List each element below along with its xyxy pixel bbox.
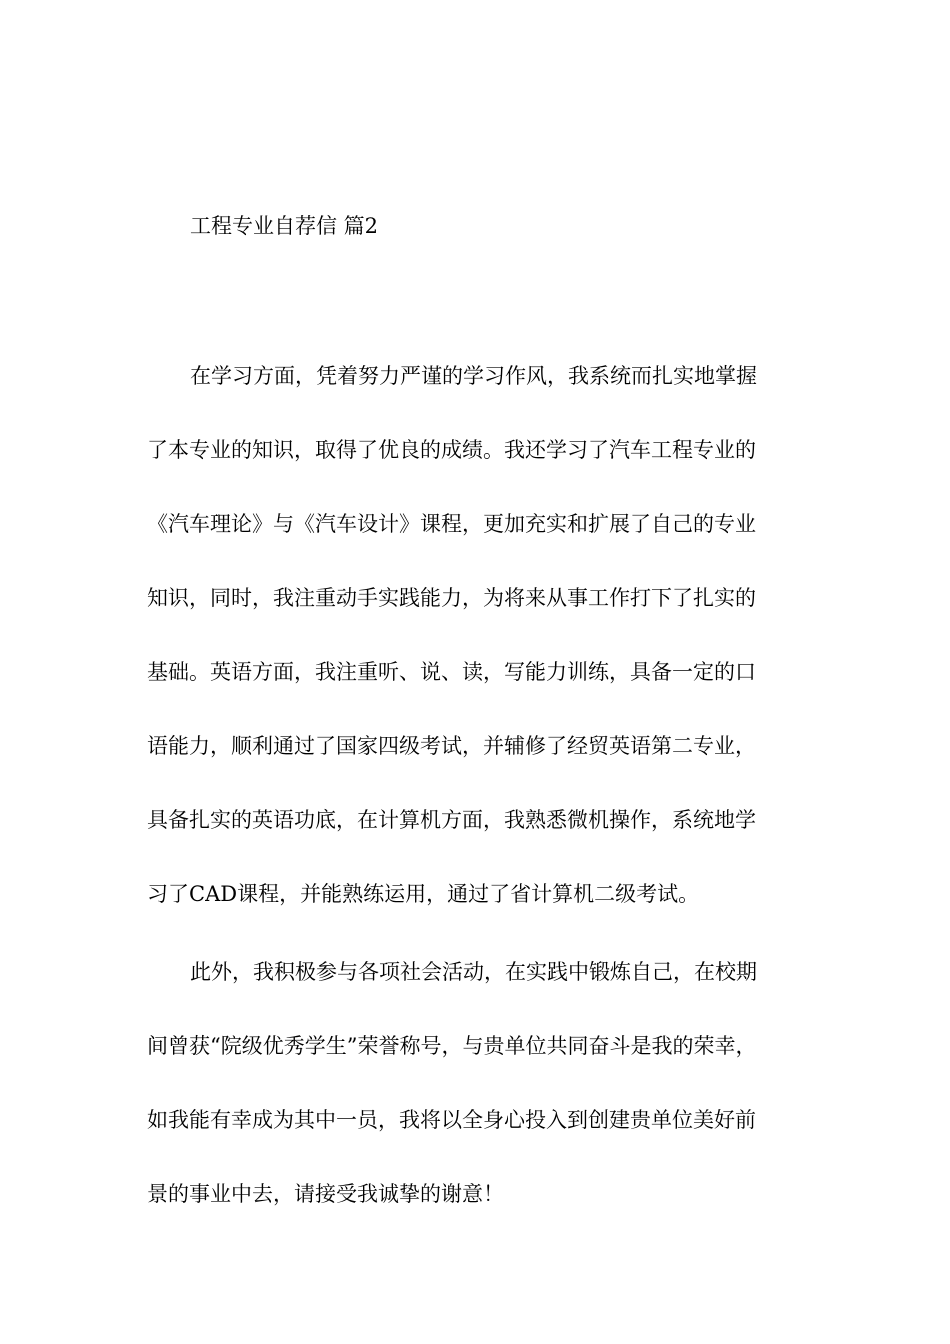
paragraph-line: 如我能有幸成为其中一员，我将以全身心投入到创建贵单位美好前 <box>147 1108 756 1132</box>
paragraph-line: 此外，我积极参与各项社会活动，在实践中锻炼自己，在校期 <box>190 960 757 984</box>
paragraph-line: 《汽车理论》与《汽车设计》课程，更加充实和扩展了自己的专业 <box>147 512 756 536</box>
paragraph-line: 了本专业的知识，取得了优良的成绩。我还学习了汽车工程专业的 <box>147 438 756 462</box>
paragraph-line: 知识，同时，我注重动手实践能力，为将来从事工作打下了扎实的 <box>147 586 756 610</box>
paragraph-line: 语能力，顺利通过了国家四级考试，并辅修了经贸英语第二专业， <box>147 734 756 758</box>
paragraph-line: 习了CAD课程，并能熟练运用，通过了省计算机二级考试。 <box>147 882 700 906</box>
document-title: 工程专业自荐信 篇2 <box>190 214 379 238</box>
paragraph-line: 基础。英语方面，我注重听、说、读，写能力训练，具备一定的口 <box>147 660 756 684</box>
paragraph-line: 在学习方面，凭着努力严谨的学习作风，我系统而扎实地掌握 <box>190 364 757 388</box>
paragraph-line: 景的事业中去，请接受我诚挚的谢意！ <box>147 1182 504 1206</box>
paragraph-line: 具备扎实的英语功底，在计算机方面，我熟悉微机操作，系统地学 <box>147 808 756 832</box>
paragraph-line: 间曾获“院级优秀学生”荣誉称号，与贵单位共同奋斗是我的荣幸， <box>147 1034 757 1058</box>
